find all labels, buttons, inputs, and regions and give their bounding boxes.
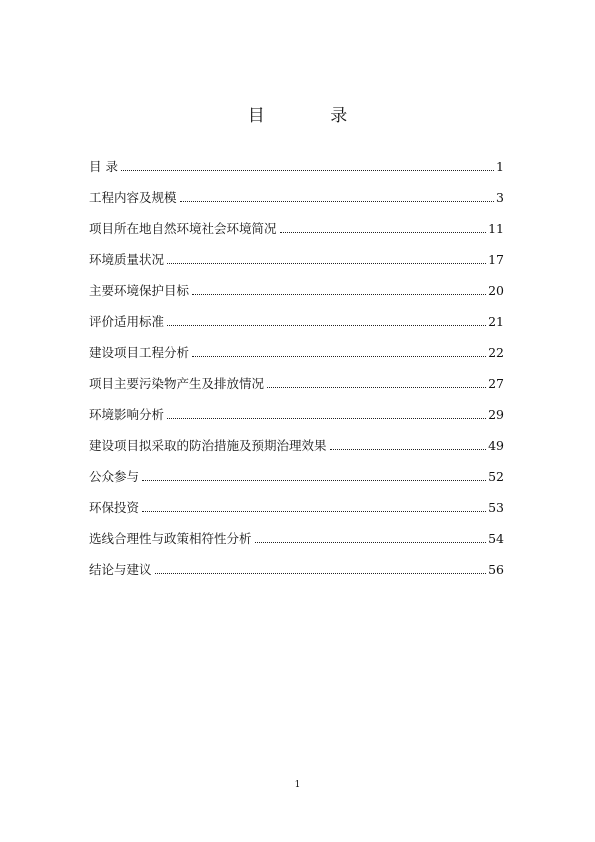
toc-dot-leader [155,573,487,574]
toc-entry-label: 选线合理性与政策相符性分析 [89,531,252,546]
toc-dot-leader [167,418,486,419]
toc-dot-leader [121,170,494,171]
toc-entry[interactable] [89,374,504,405]
toc-entry[interactable] [89,529,504,560]
toc-entry[interactable] [89,281,504,312]
toc-dot-leader [180,201,495,202]
toc-entry-label: 环境质量状况 [89,252,165,267]
toc-entry-label: 环保投资 [89,500,140,515]
toc-entry-label: 目 录 [89,159,118,174]
toc-entry-label: 建设项目拟采取的防治措施及预期治理效果 [89,438,327,453]
toc-entry[interactable] [89,436,504,467]
toc-entry-page: 22 [488,345,504,360]
toc-entry-page: 11 [488,221,504,236]
toc-entry-page: 17 [488,252,504,267]
toc-entry-label: 环境影响分析 [89,407,165,422]
toc-dot-leader [280,232,487,233]
toc-entry[interactable] [89,188,504,219]
toc-entry-page: 54 [488,531,504,546]
toc-entry-label: 工程内容及规模 [89,190,177,205]
toc-dot-leader [267,387,486,388]
toc-entry[interactable] [89,250,504,281]
toc-entry[interactable] [89,405,504,436]
toc-entry-page: 21 [488,314,504,329]
toc-entry-page: 27 [488,376,504,391]
toc-entry[interactable] [89,312,504,343]
toc-entry-page: 29 [488,407,504,422]
toc-dot-leader [142,511,486,512]
toc-entry-page: 49 [488,438,504,453]
toc-entry-label: 建设项目工程分析 [89,345,190,360]
page-number: 1 [294,780,301,790]
toc-entry-page: 1 [496,159,504,174]
toc-entry-label: 项目主要污染物产生及排放情况 [89,376,265,391]
toc-entry-label: 项目所在地自然环境社会环境简况 [89,221,277,236]
toc-entry[interactable] [89,219,504,250]
toc-dot-leader [192,356,486,357]
toc-dot-leader [167,325,486,326]
toc-entry-label: 评价适用标准 [89,314,165,329]
toc-entry-label: 公众参与 [89,469,140,484]
table-of-contents [89,157,504,591]
toc-entry-label: 主要环境保护目标 [89,283,190,298]
toc-entry-page: 53 [488,500,504,515]
toc-entry[interactable] [89,560,504,591]
toc-entry-page: 52 [488,469,504,484]
toc-dot-leader [255,542,487,543]
toc-entry-label: 结论与建议 [89,562,152,577]
toc-entry[interactable] [89,157,504,188]
toc-dot-leader [192,294,486,295]
page-title: 目 录 [247,106,378,126]
toc-entry-page: 56 [488,562,504,577]
toc-entry-page: 3 [496,190,504,205]
toc-entry[interactable] [89,467,504,498]
toc-dot-leader [330,449,487,450]
toc-entry[interactable] [89,343,504,374]
toc-entry-page: 20 [488,283,504,298]
toc-entry[interactable] [89,498,504,529]
toc-dot-leader [167,263,486,264]
toc-dot-leader [142,480,486,481]
